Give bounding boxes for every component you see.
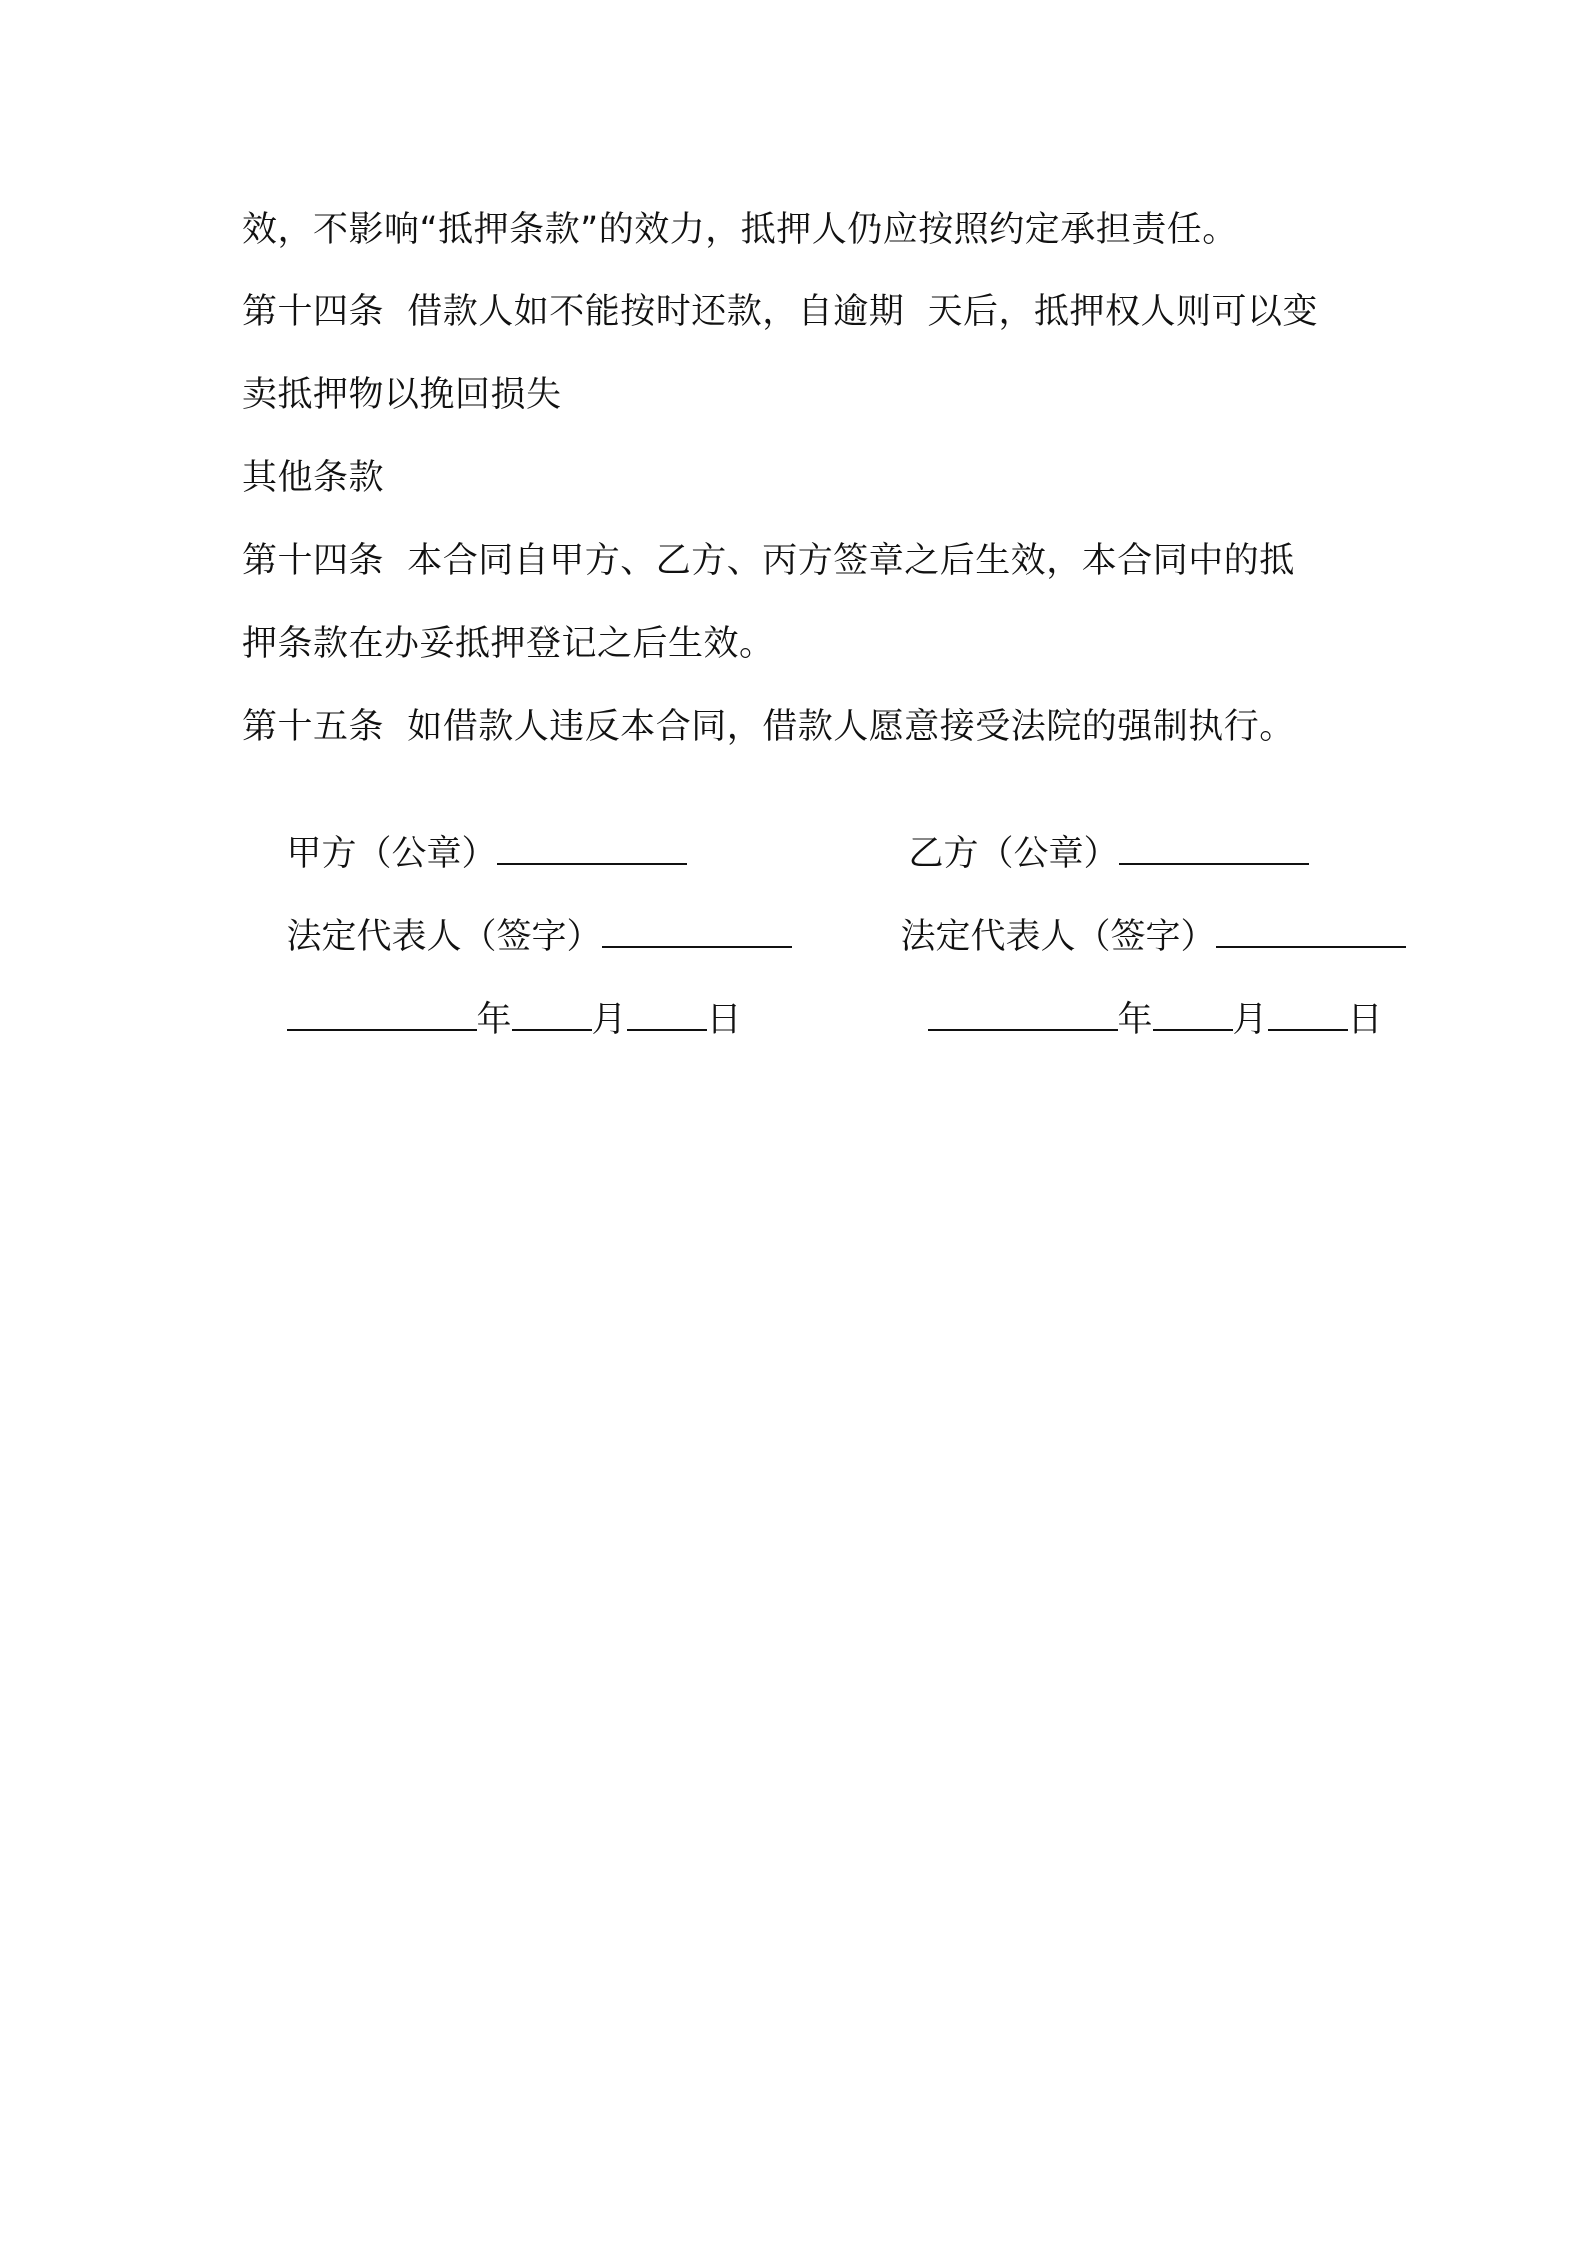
party-b-signature-blank[interactable] xyxy=(1216,916,1406,948)
party-a-seal-blank[interactable] xyxy=(497,833,687,865)
party-b-legal-rep-label: 法定代表人（签字） xyxy=(900,917,1216,957)
clause-14b-line-2: 押条款在办妥抵押登记之后生效。 xyxy=(242,624,775,664)
month-label: 月 xyxy=(591,1000,627,1040)
party-b-date-row xyxy=(883,954,1383,1086)
clause-14-line-1: 第十四条 借款人如不能按时还款，自逾期 天后，抵押权人则可以变 xyxy=(242,292,1319,332)
party-b-day-blank[interactable] xyxy=(1268,999,1348,1031)
party-b-month-blank[interactable] xyxy=(1153,999,1233,1031)
party-a-day-blank[interactable] xyxy=(627,999,707,1031)
party-b-year-blank[interactable] xyxy=(928,999,1118,1031)
day-label: 日 xyxy=(706,1000,742,1040)
party-a-legal-rep-label: 法定代表人（签字） xyxy=(286,917,602,957)
day-label: 日 xyxy=(1347,1000,1383,1040)
section-heading-other-terms: 其他条款 xyxy=(242,458,385,498)
party-a-signature-blank[interactable] xyxy=(602,916,792,948)
body-line-1: 效，不影响“抵押条款”的效力，抵押人仍应按照约定承担责任。 xyxy=(242,210,1238,250)
month-label: 月 xyxy=(1232,1000,1268,1040)
party-b-seal-label: 乙方（公章） xyxy=(908,834,1119,874)
year-label: 年 xyxy=(476,1000,512,1040)
party-a-seal-label: 甲方（公章） xyxy=(286,834,497,874)
party-a-month-blank[interactable] xyxy=(512,999,592,1031)
year-label: 年 xyxy=(1117,1000,1153,1040)
party-a-year-blank[interactable] xyxy=(287,999,477,1031)
party-b-seal-blank[interactable] xyxy=(1119,833,1309,865)
clause-15-line: 第十五条 如借款人违反本合同，借款人愿意接受法院的强制执行。 xyxy=(242,707,1295,747)
party-a-date-row xyxy=(242,954,742,1086)
clause-14b-line-1: 第十四条 本合同自甲方、乙方、丙方签章之后生效，本合同中的抵 xyxy=(242,541,1295,581)
clause-14-line-2: 卖抵押物以挽回损失 xyxy=(242,375,562,415)
